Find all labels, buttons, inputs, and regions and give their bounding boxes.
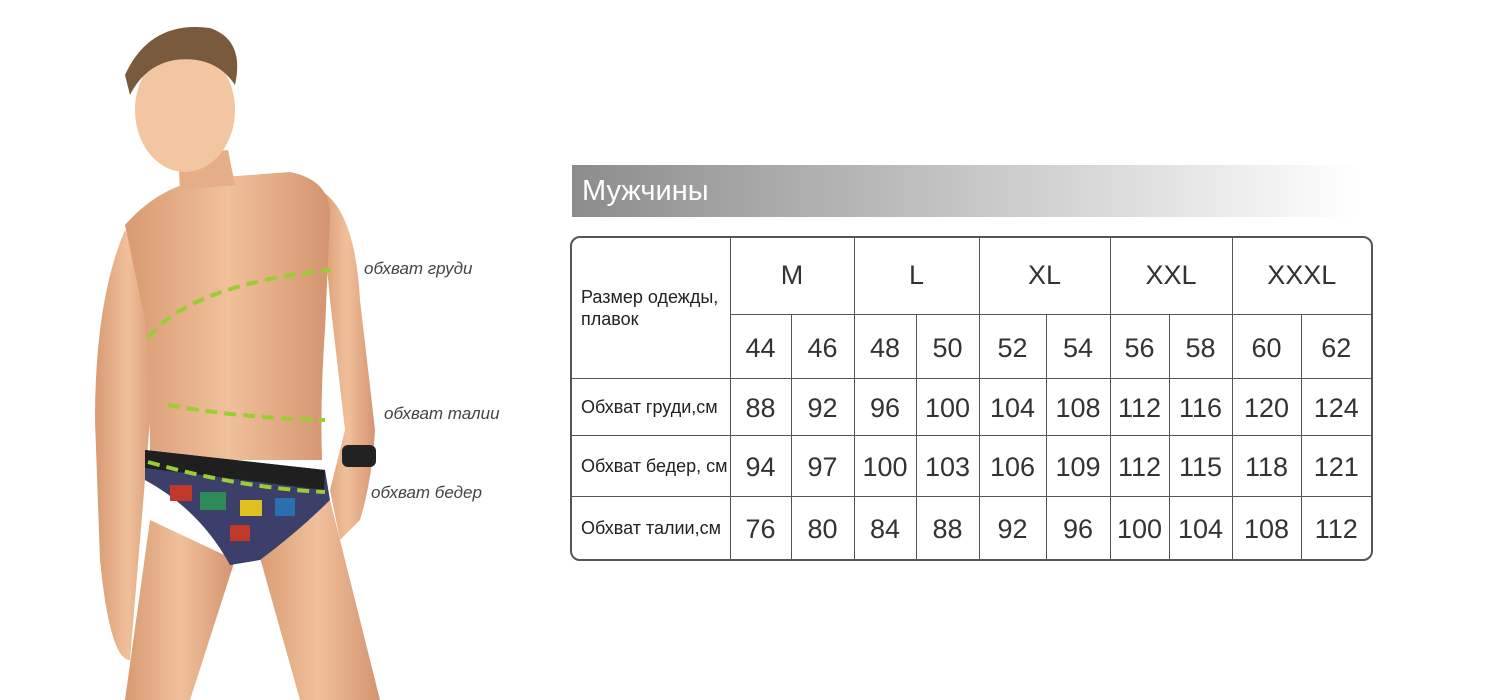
ru-size-cell: 50 — [916, 314, 979, 378]
table-cell: 84 — [854, 496, 916, 559]
hips-row — [572, 435, 1371, 496]
table-cell: 118 — [1232, 435, 1301, 496]
table-cell: 120 — [1232, 378, 1301, 435]
size-cell-xxxl: XXXL — [1232, 238, 1371, 314]
table-cell: 88 — [730, 378, 791, 435]
waist-row — [572, 496, 1371, 559]
chest-row — [572, 378, 1371, 435]
size-cell-m: M — [730, 238, 854, 314]
ru-size-cell: 44 — [730, 314, 791, 378]
size-cell-l: L — [854, 238, 979, 314]
chest-measure-label: обхват груди — [364, 259, 473, 278]
table-cell: 80 — [791, 496, 854, 559]
table-cell: 96 — [1046, 496, 1110, 559]
table-cell: 108 — [1046, 378, 1110, 435]
ru-size-cell: 54 — [1046, 314, 1110, 378]
ru-size-cell: 52 — [979, 314, 1046, 378]
ru-size-cell: 62 — [1301, 314, 1371, 378]
table-cell: 121 — [1301, 435, 1371, 496]
table-cell: 100 — [1110, 496, 1169, 559]
ru-size-cell: 46 — [791, 314, 854, 378]
size-chart-table — [570, 236, 1373, 561]
table-cell: 97 — [791, 435, 854, 496]
chest-row-label: Обхват груди,см — [572, 378, 730, 435]
hips-measure-label: обхват бедер — [371, 483, 482, 502]
table-cell: 112 — [1301, 496, 1371, 559]
size-table — [572, 238, 1371, 559]
table-cell: 104 — [1169, 496, 1232, 559]
size-cell-xl: XL — [979, 238, 1110, 314]
table-cell: 108 — [1232, 496, 1301, 559]
ru-size-cell: 58 — [1169, 314, 1232, 378]
size-letter-row — [572, 238, 1371, 314]
table-cell: 104 — [979, 378, 1046, 435]
table-cell: 96 — [854, 378, 916, 435]
header-label-cell: Размер одежды, плавок — [572, 238, 730, 378]
ru-size-cell: 60 — [1232, 314, 1301, 378]
section-title: Мужчины — [582, 175, 709, 207]
size-cell-xxl: XXL — [1110, 238, 1232, 314]
table-cell: 103 — [916, 435, 979, 496]
table-cell: 116 — [1169, 378, 1232, 435]
table-cell: 106 — [979, 435, 1046, 496]
table-cell: 100 — [916, 378, 979, 435]
ru-size-cell: 56 — [1110, 314, 1169, 378]
table-cell: 124 — [1301, 378, 1371, 435]
table-cell: 115 — [1169, 435, 1232, 496]
section-title-bar — [572, 165, 1358, 217]
hips-row-label: Обхват бедер, см — [572, 435, 730, 496]
table-cell: 100 — [854, 435, 916, 496]
table-cell: 112 — [1110, 435, 1169, 496]
model-illustration — [0, 0, 560, 700]
table-cell: 92 — [979, 496, 1046, 559]
ru-size-cell: 48 — [854, 314, 916, 378]
table-cell: 76 — [730, 496, 791, 559]
waist-row-label: Обхват талии,см — [572, 496, 730, 559]
table-cell: 92 — [791, 378, 854, 435]
model-figure — [0, 0, 560, 700]
waist-measure-label: обхват талии — [384, 404, 500, 423]
table-cell: 88 — [916, 496, 979, 559]
table-cell: 112 — [1110, 378, 1169, 435]
table-cell: 94 — [730, 435, 791, 496]
table-cell: 109 — [1046, 435, 1110, 496]
